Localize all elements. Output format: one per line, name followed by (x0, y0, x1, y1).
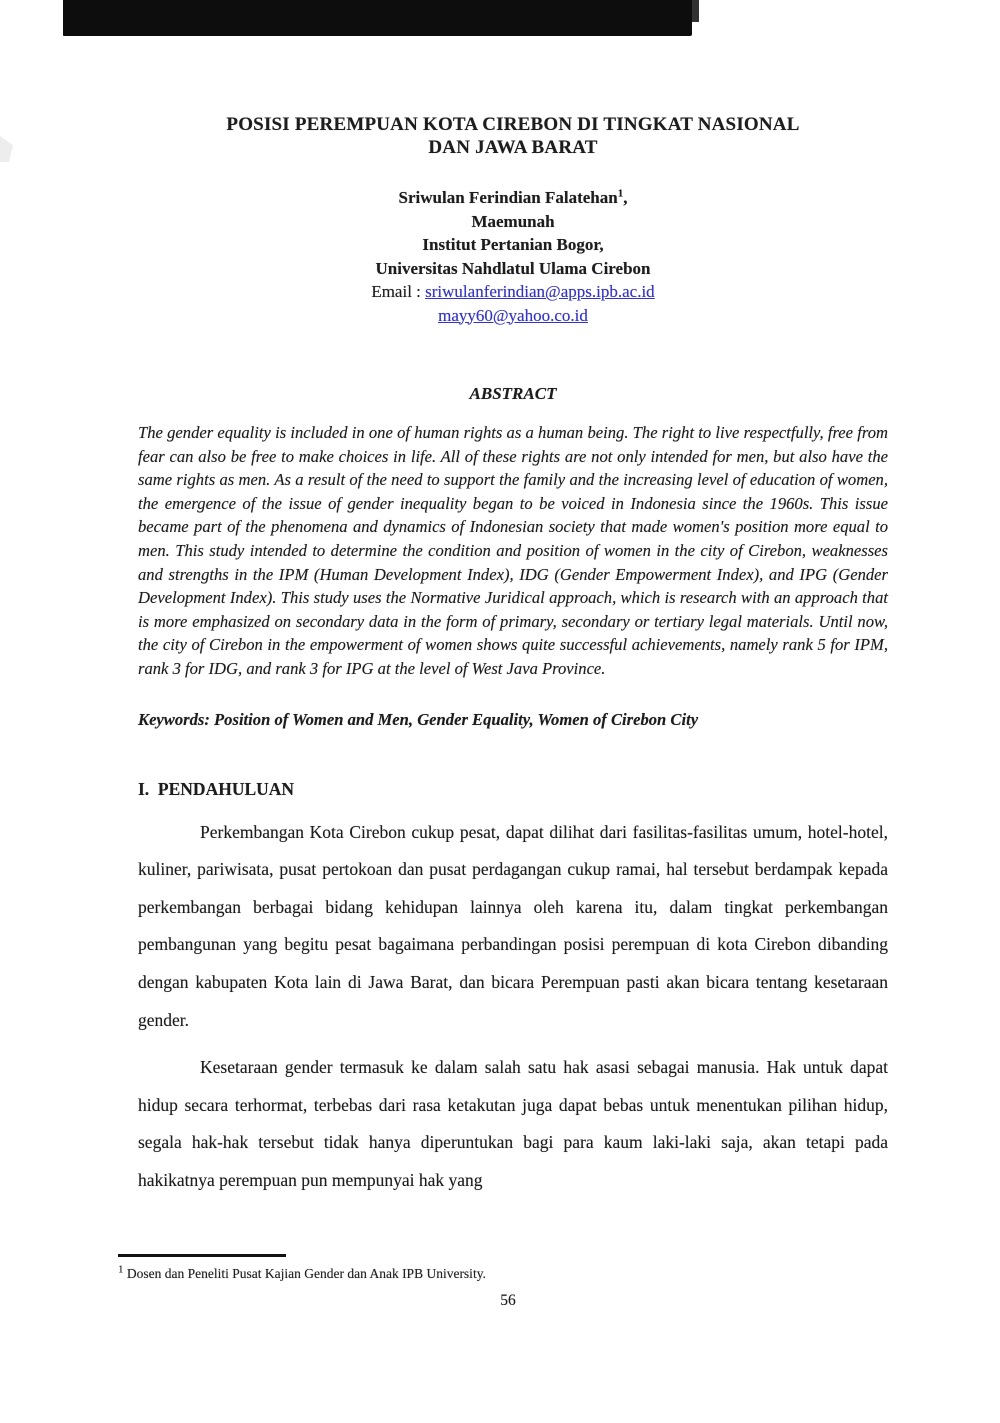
paper-title (138, 113, 888, 159)
author1-suffix: , (623, 188, 628, 207)
keywords-line: Keywords: Position of Women and Men, Gender Equality, Women of Cirebon City (138, 709, 699, 729)
footnote-marker: 1 (118, 1263, 124, 1276)
email-link-primary[interactable]: sriwulanferindian@apps.ipb.ac.id (425, 282, 655, 301)
paper-title-line2: DAN JAWA BARAT (428, 137, 598, 158)
footnote-text-line (118, 1263, 878, 1282)
scan-edge-artifact (0, 136, 13, 162)
email-line (138, 280, 888, 304)
footnote-block (118, 1254, 878, 1282)
author-block (138, 186, 888, 327)
footnote-text: Dosen dan Peneliti Pusat Kajian Gender dan Anak IPB University. (123, 1266, 486, 1281)
page-number: 56 (500, 1292, 516, 1309)
author1-footnote-marker: 1 (617, 187, 624, 200)
abstract-body: The gender equality is included in one of human rights as a human being. The right to live respectfully, free from fear can also be free to make choices in life. All of these rights are not only intended for men, but also have the same rights as men. As a result of the need to support the family and the increasing level of education of women, the emergence of the issue of gender inequality began to be voiced in Indonesia since the 1960s. This issue became part of the phenomena and dynamics of Indonesian society that made women's position more equal to men. This study intended to determine the condition and position of women in the city of Cirebon, weaknesses and strengths in the IPM (Human Development Index), IDG (Gender Empowerment Index), and IPG (Gender Development Index). This study uses the Normative Juridical approach, which is research with an approach that is more emphasized on secondary data in the form of primary, secondary or tertiary legal materials. Until now, the city of Cirebon in the empowerment of women shows quite successful achievements, namely rank 5 for IPM, rank 3 for IDG, and rank 3 for IPG at the level of West Java Province. (138, 423, 888, 678)
intro-paragraph-2: Kesetaraan gender termasuk ke dalam salah satu hak asasi sebagai manusia. Hak untuk dapat hidup secara terhormat, terbebas dari rasa ketakutan juga dapat bebas untuk menentukan pilihan hidup, segala hak-hak tersebut tidak hanya diperuntukan bagi para kaum laki-laki saja, akan tetapi pada hakikatnya perempuan pun mempunyai hak yang (138, 1057, 888, 1190)
affiliation-primary: Institut Pertanian Bogor, (422, 235, 604, 254)
abstract-heading: ABSTRACT (469, 384, 557, 403)
author-name-primary (138, 186, 888, 210)
section-heading-pendahuluan: I. PENDAHULUAN (138, 778, 295, 799)
email-line-secondary (138, 304, 888, 328)
paper-title-line1: POSISI PEREMPUAN KOTA CIREBON DI TINGKAT NASIONAL (226, 114, 800, 135)
email-link-secondary[interactable]: mayy60@yahoo.co.id (438, 305, 588, 325)
footnote-separator-rule (118, 1254, 286, 1257)
author-name-secondary: Maemunah (471, 211, 555, 231)
email-label: Email : (371, 282, 426, 301)
affiliation-secondary: Universitas Nahdlatul Ulama Cirebon (375, 258, 651, 278)
author1-text: Sriwulan Ferindian Falatehan (398, 188, 618, 207)
intro-paragraph-1: Perkembangan Kota Cirebon cukup pesat, dapat dilihat dari fasilitas-fasilitas umum, hotel-hotel, kuliner, pariwisata, pusat pertokoan dan pusat perdagangan cukup ramai, hal tersebut berdampak kepada perkembangan berbagai bidang kehidupan lainnya oleh karena itu, dalam tingkat perkembangan pembangunan yang begitu pesat bagaimana perbandingan posisi perempuan di kota Cirebon dibanding dengan kabupaten Kota lain di Jawa Barat, dan bicara Perempuan pasti akan bicara tentang kesetaraan gender. (138, 821, 888, 1030)
page-content (138, 0, 888, 1199)
